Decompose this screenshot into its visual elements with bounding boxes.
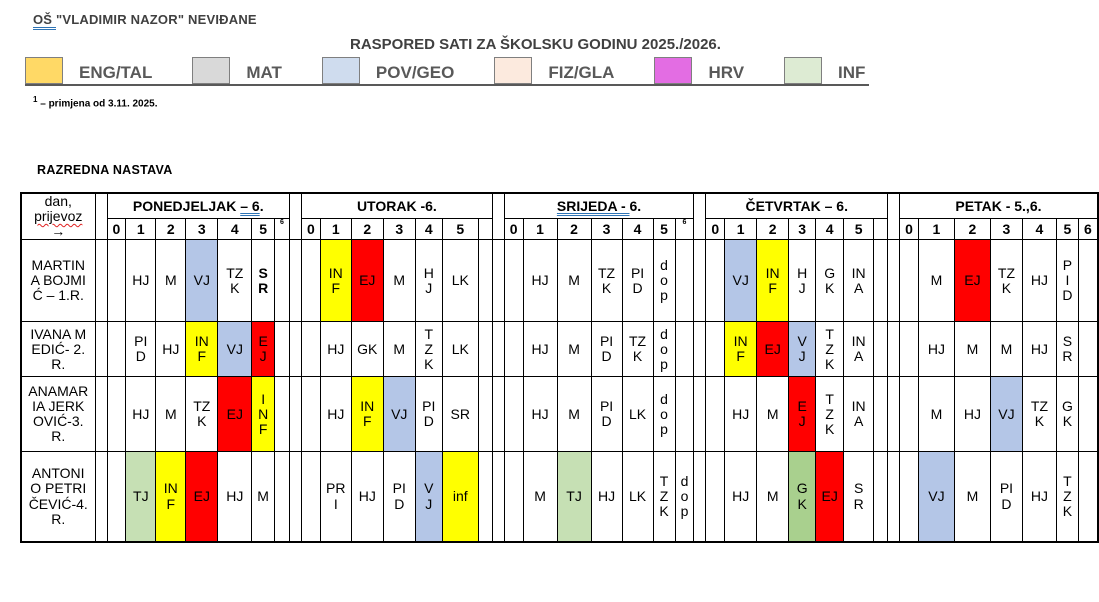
cell-r1-ponedjeljak-h1: HJ [126, 240, 156, 322]
empty-cell [504, 322, 523, 377]
cell-r4-petak-h2: M [954, 452, 990, 542]
day-separator [888, 193, 900, 240]
school-name [33, 12, 257, 27]
cell-r1-ponedjeljak-h3: VJ [186, 240, 218, 322]
legend-swatch [322, 57, 360, 84]
empty-cell [107, 452, 126, 542]
legend-item-fiz-gla [494, 57, 654, 84]
cell-r2-ponedjeljak-h2: HJ [156, 322, 186, 377]
cell-r3-petak-h4: TZK [1022, 377, 1056, 452]
corner-cell [21, 193, 95, 240]
legend-swatch [654, 57, 692, 84]
cell-r3-utorak-h1: HJ [320, 377, 351, 452]
period-number-petak-5: 5 [1056, 219, 1078, 240]
day-separator-cell [492, 240, 504, 322]
day-header-ponedjeljak [107, 193, 289, 219]
day-header-text: UTORAK -6. [356, 197, 437, 214]
cell-r1-utorak-h1: INF [320, 240, 351, 322]
cell-r3-srijeda-h3: PID [591, 377, 622, 452]
day-separator-cell [888, 322, 900, 377]
cell-r4-utorak-h2: HJ [351, 452, 383, 542]
cell-r3-cetvrtak-h4: TZK [816, 377, 844, 452]
cell-r3-cetvrtak-h5: INA [844, 377, 874, 452]
empty-cell [504, 377, 523, 452]
cell-r3-ponedjeljak-h3: TZK [186, 377, 218, 452]
day-separator-cell [694, 322, 706, 377]
cell-r1-srijeda-h4: PID [622, 240, 653, 322]
cell-r2-srijeda-h5: dop [653, 322, 675, 377]
legend-label: POV/GEO [375, 63, 455, 83]
day-header-text: . [259, 197, 264, 214]
cell-r3-srijeda-h4: LK [622, 377, 653, 452]
cell-r1-srijeda-h1: HJ [523, 240, 557, 322]
cell-r4-srijeda-h6: dop [675, 452, 694, 542]
cell-r1-cetvrtak-h4: GK [816, 240, 844, 322]
empty-cell [874, 240, 888, 322]
day-separator-cell [492, 452, 504, 542]
period-number-srijeda-6: 6 [675, 219, 694, 240]
legend-item-hrv [654, 57, 784, 84]
period-number-petak-0: 0 [900, 219, 919, 240]
day-header-text: – 6 [240, 197, 260, 214]
cell-r2-srijeda-h3: PID [591, 322, 622, 377]
spacer-cell [95, 452, 107, 542]
cell-r2-cetvrtak-h3: VJ [789, 322, 816, 377]
day-separator-cell [694, 452, 706, 542]
empty-cell [675, 377, 694, 452]
empty-cell [274, 452, 289, 542]
empty-cell [1078, 240, 1097, 322]
period-number-cetvrtak-0: 0 [706, 219, 725, 240]
cell-r4-utorak-h1: PRI [320, 452, 351, 542]
cell-r2-ponedjeljak-h4: VJ [218, 322, 252, 377]
legend-label: MAT [246, 63, 282, 83]
cell-r1-petak-h2: EJ [954, 240, 990, 322]
timetable [20, 192, 1099, 543]
period-number-ponedjeljak-1: 1 [126, 219, 156, 240]
empty-cell [706, 240, 725, 322]
period-number-utorak-4: 4 [415, 219, 442, 240]
row-label-3r: ANAMARIA JERKOVIĆ-3.R. [21, 377, 95, 452]
day-header-text: ČETVRTAK – 6. [745, 197, 848, 214]
period-number-cetvrtak-3: 3 [789, 219, 816, 240]
legend-item-mat [192, 57, 322, 84]
empty-cell [107, 377, 126, 452]
corner-arrow: → [51, 223, 66, 240]
cell-r2-srijeda-h1: HJ [523, 322, 557, 377]
cell-r2-ponedjeljak-h5: EJ [252, 322, 275, 377]
cell-r3-ponedjeljak-h4: EJ [218, 377, 252, 452]
period-number-srijeda-2: 2 [557, 219, 591, 240]
cell-r2-petak-h4: HJ [1022, 322, 1056, 377]
cell-r3-cetvrtak-h3: EJ [789, 377, 816, 452]
cell-r3-srijeda-h5: dop [653, 377, 675, 452]
period-number-srijeda-4: 4 [622, 219, 653, 240]
cell-r4-ponedjeljak-h4: HJ [218, 452, 252, 542]
period-number-srijeda-5: 5 [653, 219, 675, 240]
timetable-host [20, 192, 1099, 543]
period-number-ponedjeljak-3: 3 [186, 219, 218, 240]
spacer-cell [95, 322, 107, 377]
empty-cell [301, 377, 320, 452]
day-separator-cell [289, 452, 301, 542]
cell-r2-utorak-h2: GK [351, 322, 383, 377]
cell-r2-utorak-h5: LK [442, 322, 478, 377]
empty-cell [478, 377, 492, 452]
cell-r4-cetvrtak-h1: HJ [725, 452, 757, 542]
day-header-text: PETAK - 5.,6. [955, 197, 1042, 214]
cell-r2-cetvrtak-h2: EJ [757, 322, 789, 377]
empty-cell [1078, 322, 1097, 377]
empty-cell [274, 322, 289, 377]
cell-r1-cetvrtak-h1: VJ [725, 240, 757, 322]
empty-cell [900, 240, 919, 322]
cell-r3-ponedjeljak-h2: M [156, 377, 186, 452]
period-number-petak-6: 6 [1078, 219, 1097, 240]
spacer-column [95, 193, 107, 240]
day-separator-cell [492, 322, 504, 377]
cell-r2-ponedjeljak-h1: PID [126, 322, 156, 377]
empty-cell [706, 452, 725, 542]
cell-r3-ponedjeljak-h5: INF [252, 377, 275, 452]
day-separator [694, 193, 706, 240]
corner-line1: dan, [44, 193, 72, 209]
period-number-srijeda-1: 1 [523, 219, 557, 240]
empty-cell [900, 452, 919, 542]
empty-cell [675, 322, 694, 377]
period-number-srijeda-0: 0 [504, 219, 523, 240]
cell-r3-srijeda-h1: HJ [523, 377, 557, 452]
period-number-petak-3: 3 [990, 219, 1022, 240]
empty-cell [274, 240, 289, 322]
period-number-petak-4: 4 [1022, 219, 1056, 240]
cell-r1-petak-h4: HJ [1022, 240, 1056, 322]
row-label-2r: IVANA MEDIĆ- 2.R. [21, 322, 95, 377]
corner-word-prijevoz: prijevoz [34, 208, 83, 225]
empty-cell [301, 452, 320, 542]
cell-r4-cetvrtak-h5: SR [844, 452, 874, 542]
period-number-srijeda-3: 3 [591, 219, 622, 240]
cell-r4-srijeda-h2: TJ [557, 452, 591, 542]
cell-r4-utorak-h3: PID [383, 452, 415, 542]
cell-r4-ponedjeljak-h5: M [252, 452, 275, 542]
period-number-cetvrtak-1: 1 [725, 219, 757, 240]
cell-r1-utorak-h2: EJ [351, 240, 383, 322]
legend-item-inf [784, 57, 869, 84]
cell-r3-utorak-h2: INF [351, 377, 383, 452]
section-title: RAZREDNA NASTAVA [37, 163, 173, 177]
period-number-ponedjeljak-0: 0 [107, 219, 126, 240]
day-separator-cell [888, 377, 900, 452]
spacer-cell [95, 240, 107, 322]
empty-cell [274, 377, 289, 452]
cell-r1-ponedjeljak-h2: M [156, 240, 186, 322]
cell-r4-ponedjeljak-h3: EJ [186, 452, 218, 542]
cell-r3-utorak-h3: VJ [383, 377, 415, 452]
cell-r4-petak-h4: HJ [1022, 452, 1056, 542]
cell-r4-cetvrtak-h3: GK [789, 452, 816, 542]
empty-cell [706, 322, 725, 377]
period-number-ponedjeljak-4: 4 [218, 219, 252, 240]
legend-label: HRV [708, 63, 745, 83]
cell-r3-utorak-h4: PID [415, 377, 442, 452]
day-separator-cell [289, 377, 301, 452]
empty-cell [478, 322, 492, 377]
empty-cell [675, 240, 694, 322]
cell-r2-cetvrtak-h5: INA [844, 322, 874, 377]
cell-r1-petak-h3: TZK [990, 240, 1022, 322]
cell-r2-cetvrtak-h1: INF [725, 322, 757, 377]
empty-cell [301, 322, 320, 377]
period-number-ponedjeljak-5: 5 [252, 219, 275, 240]
period-number-cetvrtak-4: 4 [816, 219, 844, 240]
cell-r4-utorak-h5: inf [442, 452, 478, 542]
cell-r1-petak-h5: PID [1056, 240, 1078, 322]
empty-cell [504, 452, 523, 542]
page-title: RASPORED SATI ZA ŠKOLSKU GODINU 2025./2026. [350, 36, 721, 53]
cell-r1-petak-h1: M [918, 240, 954, 322]
cell-r1-ponedjeljak-h4: TZK [218, 240, 252, 322]
period-number-petak-1: 1 [918, 219, 954, 240]
cell-r4-srijeda-h1: M [523, 452, 557, 542]
cell-r1-cetvrtak-h2: INF [757, 240, 789, 322]
day-separator-cell [694, 377, 706, 452]
cell-r4-utorak-h4: VJ [415, 452, 442, 542]
period-number-cetvrtak-2: 2 [757, 219, 789, 240]
day-separator-cell [694, 240, 706, 322]
legend-swatch [494, 57, 532, 84]
empty-cell [874, 452, 888, 542]
cell-r1-srijeda-h2: M [557, 240, 591, 322]
cell-r4-srijeda-h4: LK [622, 452, 653, 542]
cell-r1-cetvrtak-h3: HJ [789, 240, 816, 322]
cell-r3-utorak-h5: SR [442, 377, 478, 452]
legend [25, 57, 869, 86]
period-number-cetvrtak-5: 5 [844, 219, 874, 240]
empty-cell [900, 322, 919, 377]
empty-cell [1078, 377, 1097, 452]
cell-r2-cetvrtak-h4: TZK [816, 322, 844, 377]
cell-r4-cetvrtak-h4: EJ [816, 452, 844, 542]
empty-cell [1078, 452, 1097, 542]
empty-cell [900, 377, 919, 452]
cell-r2-petak-h5: SR [1056, 322, 1078, 377]
cell-r1-ponedjeljak-h5: SR [252, 240, 275, 322]
period-number-ponedjeljak-2: 2 [156, 219, 186, 240]
cell-r4-ponedjeljak-h1: TJ [126, 452, 156, 542]
cell-r1-utorak-h3: M [383, 240, 415, 322]
day-separator-cell [492, 377, 504, 452]
cell-r2-utorak-h4: TZK [415, 322, 442, 377]
empty-cell [301, 240, 320, 322]
cell-r2-petak-h2: M [954, 322, 990, 377]
day-separator-cell [289, 322, 301, 377]
period-number-utorak-blank [478, 219, 492, 240]
cell-r2-utorak-h3: M [383, 322, 415, 377]
cell-r3-ponedjeljak-h1: HJ [126, 377, 156, 452]
period-number-cetvrtak-blank [874, 219, 888, 240]
day-header-text: PONEDJELJAK [132, 197, 241, 214]
spacer-cell [95, 377, 107, 452]
row-label-1r: MARTINA BOJMIĆ – 1.R. [21, 240, 95, 322]
day-header-srijeda [504, 193, 694, 219]
legend-swatch [25, 57, 63, 84]
day-separator-cell [888, 452, 900, 542]
period-number-utorak-3: 3 [383, 219, 415, 240]
empty-cell [874, 322, 888, 377]
footnote-text: – primjena od 3.11. 2025. [40, 98, 158, 110]
school-name-rest: "VLADIMIR NAZOR" NEVIĐANE [56, 12, 257, 27]
cell-r1-srijeda-h5: dop [653, 240, 675, 322]
period-number-utorak-0: 0 [301, 219, 320, 240]
cell-r2-srijeda-h2: M [557, 322, 591, 377]
day-separator-cell [289, 240, 301, 322]
cell-r3-petak-h2: HJ [954, 377, 990, 452]
day-header-petak [900, 193, 1098, 219]
cell-r1-srijeda-h3: TZK [591, 240, 622, 322]
footnote-superscript: 1 [33, 95, 38, 104]
period-number-ponedjeljak-6: 6 [274, 219, 289, 240]
day-separator [289, 193, 301, 240]
cell-r4-cetvrtak-h2: M [757, 452, 789, 542]
empty-cell [874, 377, 888, 452]
day-header-text: 6. [629, 197, 642, 214]
cell-r2-petak-h1: HJ [918, 322, 954, 377]
cell-r4-petak-h1: VJ [918, 452, 954, 542]
empty-cell [107, 322, 126, 377]
legend-swatch [192, 57, 230, 84]
day-header-text: SRIJEDA - [556, 197, 630, 214]
cell-r4-srijeda-h3: HJ [591, 452, 622, 542]
cell-r4-petak-h3: PID [990, 452, 1022, 542]
day-header-cetvrtak [706, 193, 888, 219]
footnote [33, 95, 158, 109]
cell-r4-srijeda-h5: TZK [653, 452, 675, 542]
empty-cell [504, 240, 523, 322]
period-number-petak-2: 2 [954, 219, 990, 240]
legend-label: FIZ/GLA [548, 63, 615, 83]
day-header-utorak [301, 193, 492, 219]
cell-r2-srijeda-h4: TZK [622, 322, 653, 377]
cell-r3-cetvrtak-h2: M [757, 377, 789, 452]
empty-cell [478, 240, 492, 322]
day-separator [492, 193, 504, 240]
row-label-4r: ANTONIO PETRIČEVIĆ-4.R. [21, 452, 95, 542]
cell-r1-utorak-h5: LK [442, 240, 478, 322]
school-name-prefix: OŠ [33, 12, 56, 27]
legend-label: INF [838, 63, 866, 83]
cell-r2-utorak-h1: HJ [320, 322, 351, 377]
cell-r1-utorak-h4: HJ [415, 240, 442, 322]
legend-label: ENG/TAL [79, 63, 153, 83]
legend-item-eng-tal [25, 57, 192, 84]
legend-item-pov-geo [322, 57, 494, 84]
empty-cell [107, 240, 126, 322]
period-number-utorak-2: 2 [351, 219, 383, 240]
cell-r3-cetvrtak-h1: HJ [725, 377, 757, 452]
cell-r2-ponedjeljak-h3: INF [186, 322, 218, 377]
cell-r3-petak-h3: VJ [990, 377, 1022, 452]
period-number-utorak-5: 5 [442, 219, 478, 240]
empty-cell [706, 377, 725, 452]
cell-r4-ponedjeljak-h2: INF [156, 452, 186, 542]
cell-r3-petak-h5: GK [1056, 377, 1078, 452]
period-number-utorak-1: 1 [320, 219, 351, 240]
day-separator-cell [888, 240, 900, 322]
cell-r3-petak-h1: M [918, 377, 954, 452]
legend-swatch [784, 57, 822, 84]
cell-r2-petak-h3: M [990, 322, 1022, 377]
cell-r4-petak-h5: TZK [1056, 452, 1078, 542]
cell-r1-cetvrtak-h5: INA [844, 240, 874, 322]
empty-cell [478, 452, 492, 542]
cell-r3-srijeda-h2: M [557, 377, 591, 452]
